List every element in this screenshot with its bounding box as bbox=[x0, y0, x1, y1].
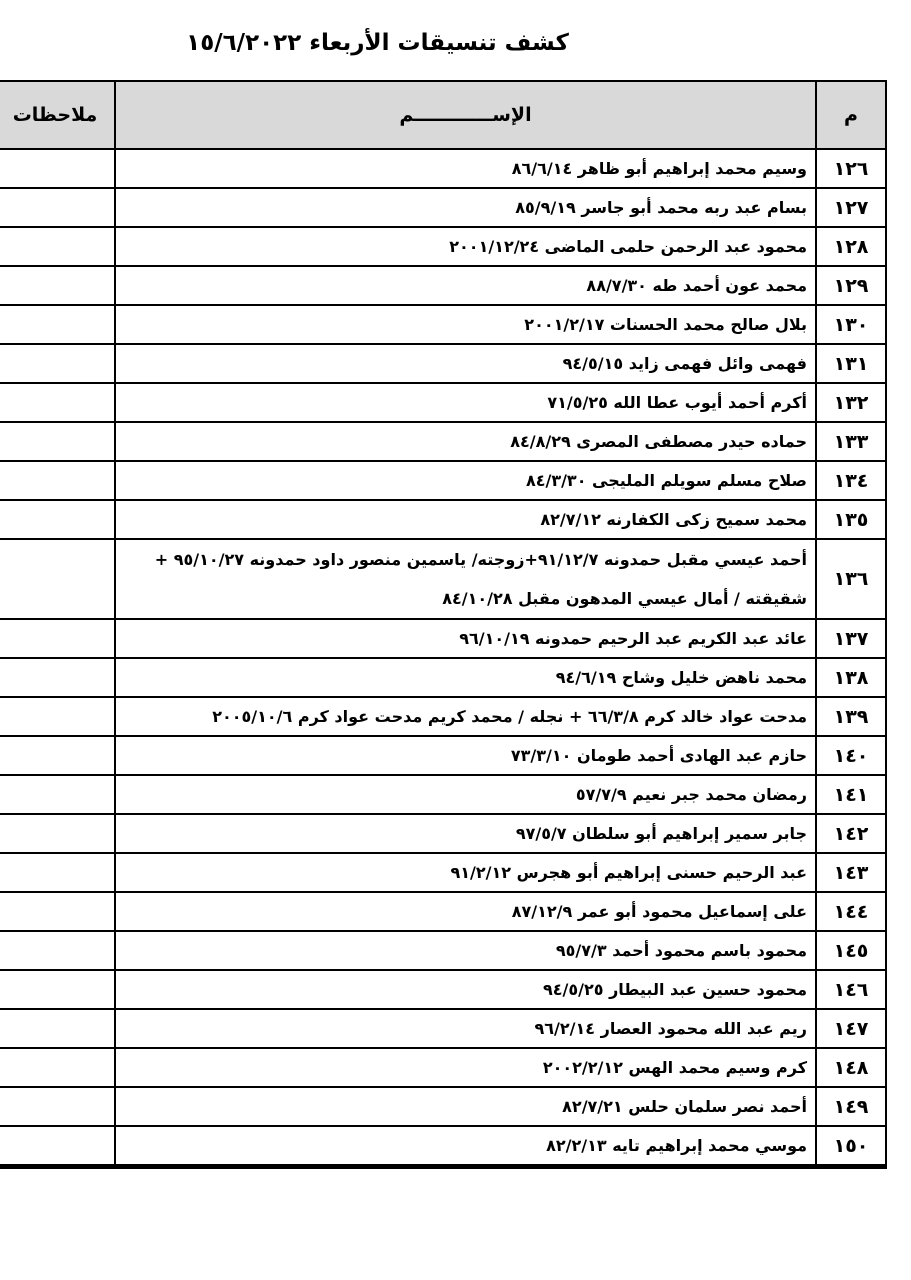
row-notes bbox=[0, 422, 115, 461]
row-notes bbox=[0, 775, 115, 814]
row-name: محمود عبد الرحمن حلمى الماضى ٢٠٠١/١٢/٢٤ bbox=[115, 227, 816, 266]
table-row bbox=[0, 697, 886, 736]
row-number: ١٤٠ bbox=[816, 736, 886, 775]
table-row bbox=[0, 149, 886, 188]
row-number: ١٤٦ bbox=[816, 970, 886, 1009]
table-row bbox=[0, 814, 886, 853]
row-number: ١٣٤ bbox=[816, 461, 886, 500]
row-notes bbox=[0, 344, 115, 383]
row-name: حازم عبد الهادى أحمد طومان ٧٣/٣/١٠ bbox=[115, 736, 816, 775]
row-notes bbox=[0, 461, 115, 500]
row-notes bbox=[0, 383, 115, 422]
table-row bbox=[0, 1009, 886, 1048]
table-row bbox=[0, 266, 886, 305]
row-number: ١٣٠ bbox=[816, 305, 886, 344]
row-notes bbox=[0, 500, 115, 539]
row-name: محمد ناهض خليل وشاح ٩٤/٦/١٩ bbox=[115, 658, 816, 697]
row-notes bbox=[0, 697, 115, 736]
table-row bbox=[0, 892, 886, 931]
table-row bbox=[0, 853, 886, 892]
row-name: رمضان محمد جبر نعيم ٥٧/٧/٩ bbox=[115, 775, 816, 814]
row-name: عائد عبد الكريم عبد الرحيم حمدونه ٩٦/١٠/١٩ bbox=[115, 619, 816, 658]
table-row bbox=[0, 461, 886, 500]
table-row bbox=[0, 344, 886, 383]
table-row bbox=[0, 1126, 886, 1167]
table-row bbox=[0, 619, 886, 658]
row-name: أحمد عيسي مقبل حمدونه ٩١/١٢/٧+زوجته/ ياسمين منصور داود حمدونه ٩٥/١٠/٢٧ + شقيقته / أمال عيسي المدهون مقبل ٨٤/١٠/٢٨ bbox=[115, 539, 816, 619]
row-notes bbox=[0, 1048, 115, 1087]
row-number: ١٤٤ bbox=[816, 892, 886, 931]
row-notes bbox=[0, 1009, 115, 1048]
names-table bbox=[0, 80, 887, 1169]
row-name: مدحت عواد خالد كرم ٦٦/٣/٨ + نجله / محمد كريم مدحت عواد كرم ٢٠٠٥/١٠/٦ bbox=[115, 697, 816, 736]
row-number: ١٣٥ bbox=[816, 500, 886, 539]
header-notes: ملاحظات bbox=[0, 81, 115, 149]
row-number: ١٤١ bbox=[816, 775, 886, 814]
row-number: ١٢٧ bbox=[816, 188, 886, 227]
row-notes bbox=[0, 853, 115, 892]
row-number: ١٣٢ bbox=[816, 383, 886, 422]
row-number: ١٤٩ bbox=[816, 1087, 886, 1126]
table-row bbox=[0, 422, 886, 461]
row-notes bbox=[0, 539, 115, 619]
row-notes bbox=[0, 1087, 115, 1126]
row-name: محمد عون أحمد طه ٨٨/٧/٣٠ bbox=[115, 266, 816, 305]
row-notes bbox=[0, 1126, 115, 1167]
row-notes bbox=[0, 227, 115, 266]
row-name: كرم وسيم محمد الهس ٢٠٠٢/٢/١٢ bbox=[115, 1048, 816, 1087]
page-title: كشف تنسيقات الأربعاء ١٥/٦/٢٠٢٢ bbox=[186, 30, 569, 56]
row-notes bbox=[0, 931, 115, 970]
row-number: ١٣٣ bbox=[816, 422, 886, 461]
header-num: م bbox=[816, 81, 886, 149]
table-row bbox=[0, 1048, 886, 1087]
table-row bbox=[0, 188, 886, 227]
row-notes bbox=[0, 305, 115, 344]
row-name: محمود حسين عبد البيطار ٩٤/٥/٢٥ bbox=[115, 970, 816, 1009]
table-row bbox=[0, 500, 886, 539]
row-name: أكرم أحمد أيوب عطا الله ٧١/٥/٢٥ bbox=[115, 383, 816, 422]
row-name: موسي محمد إبراهيم تايه ٨٢/٢/١٣ bbox=[115, 1126, 816, 1167]
table-row bbox=[0, 383, 886, 422]
table-row bbox=[0, 1087, 886, 1126]
table-row bbox=[0, 658, 886, 697]
row-name: عبد الرحيم حسنى إبراهيم أبو هجرس ٩١/٢/١٢ bbox=[115, 853, 816, 892]
row-number: ١٣٨ bbox=[816, 658, 886, 697]
row-number: ١٣٦ bbox=[816, 539, 886, 619]
row-number: ١٤٣ bbox=[816, 853, 886, 892]
row-notes bbox=[0, 736, 115, 775]
row-name: حماده حيدر مصطفى المصرى ٨٤/٨/٢٩ bbox=[115, 422, 816, 461]
row-number: ١٤٧ bbox=[816, 1009, 886, 1048]
header-name: الإســــــــــــم bbox=[115, 81, 816, 149]
row-number: ١٣٩ bbox=[816, 697, 886, 736]
row-name: بسام عبد ربه محمد أبو جاسر ٨٥/٩/١٩ bbox=[115, 188, 816, 227]
row-name: وسيم محمد إبراهيم أبو ظاهر ٨٦/٦/١٤ bbox=[115, 149, 816, 188]
row-number: ١٤٢ bbox=[816, 814, 886, 853]
row-notes bbox=[0, 149, 115, 188]
row-name: صلاح مسلم سويلم المليجى ٨٤/٣/٣٠ bbox=[115, 461, 816, 500]
row-name: محمود باسم محمود أحمد ٩٥/٧/٣ bbox=[115, 931, 816, 970]
table-row bbox=[0, 970, 886, 1009]
table-row bbox=[0, 305, 886, 344]
table-body bbox=[0, 149, 886, 1167]
row-name: محمد سميح زكى الكفارنه ٨٢/٧/١٢ bbox=[115, 500, 816, 539]
row-name: جابر سمير إبراهيم أبو سلطان ٩٧/٥/٧ bbox=[115, 814, 816, 853]
row-name: على إسماعيل محمود أبو عمر ٨٧/١٢/٩ bbox=[115, 892, 816, 931]
row-notes bbox=[0, 814, 115, 853]
row-notes bbox=[0, 266, 115, 305]
row-number: ١٣١ bbox=[816, 344, 886, 383]
row-name: ريم عبد الله محمود العصار ٩٦/٢/١٤ bbox=[115, 1009, 816, 1048]
row-notes bbox=[0, 188, 115, 227]
row-name: فهمى وائل فهمى زايد ٩٤/٥/١٥ bbox=[115, 344, 816, 383]
row-number: ١٤٥ bbox=[816, 931, 886, 970]
table-row bbox=[0, 736, 886, 775]
row-number: ١٣٧ bbox=[816, 619, 886, 658]
row-number: ١٤٨ bbox=[816, 1048, 886, 1087]
table-row bbox=[0, 227, 886, 266]
row-number: ١٥٠ bbox=[816, 1126, 886, 1167]
row-notes bbox=[0, 970, 115, 1009]
table-row bbox=[0, 539, 886, 619]
row-notes bbox=[0, 658, 115, 697]
row-name: أحمد نصر سلمان حلس ٨٢/٧/٢١ bbox=[115, 1087, 816, 1126]
row-notes bbox=[0, 892, 115, 931]
row-notes bbox=[0, 619, 115, 658]
row-name: بلال صالح محمد الحسنات ٢٠٠١/٢/١٧ bbox=[115, 305, 816, 344]
row-number: ١٢٩ bbox=[816, 266, 886, 305]
row-number: ١٢٨ bbox=[816, 227, 886, 266]
table-row bbox=[0, 931, 886, 970]
table-row bbox=[0, 775, 886, 814]
row-number: ١٢٦ bbox=[816, 149, 886, 188]
table-header-row bbox=[0, 81, 886, 149]
